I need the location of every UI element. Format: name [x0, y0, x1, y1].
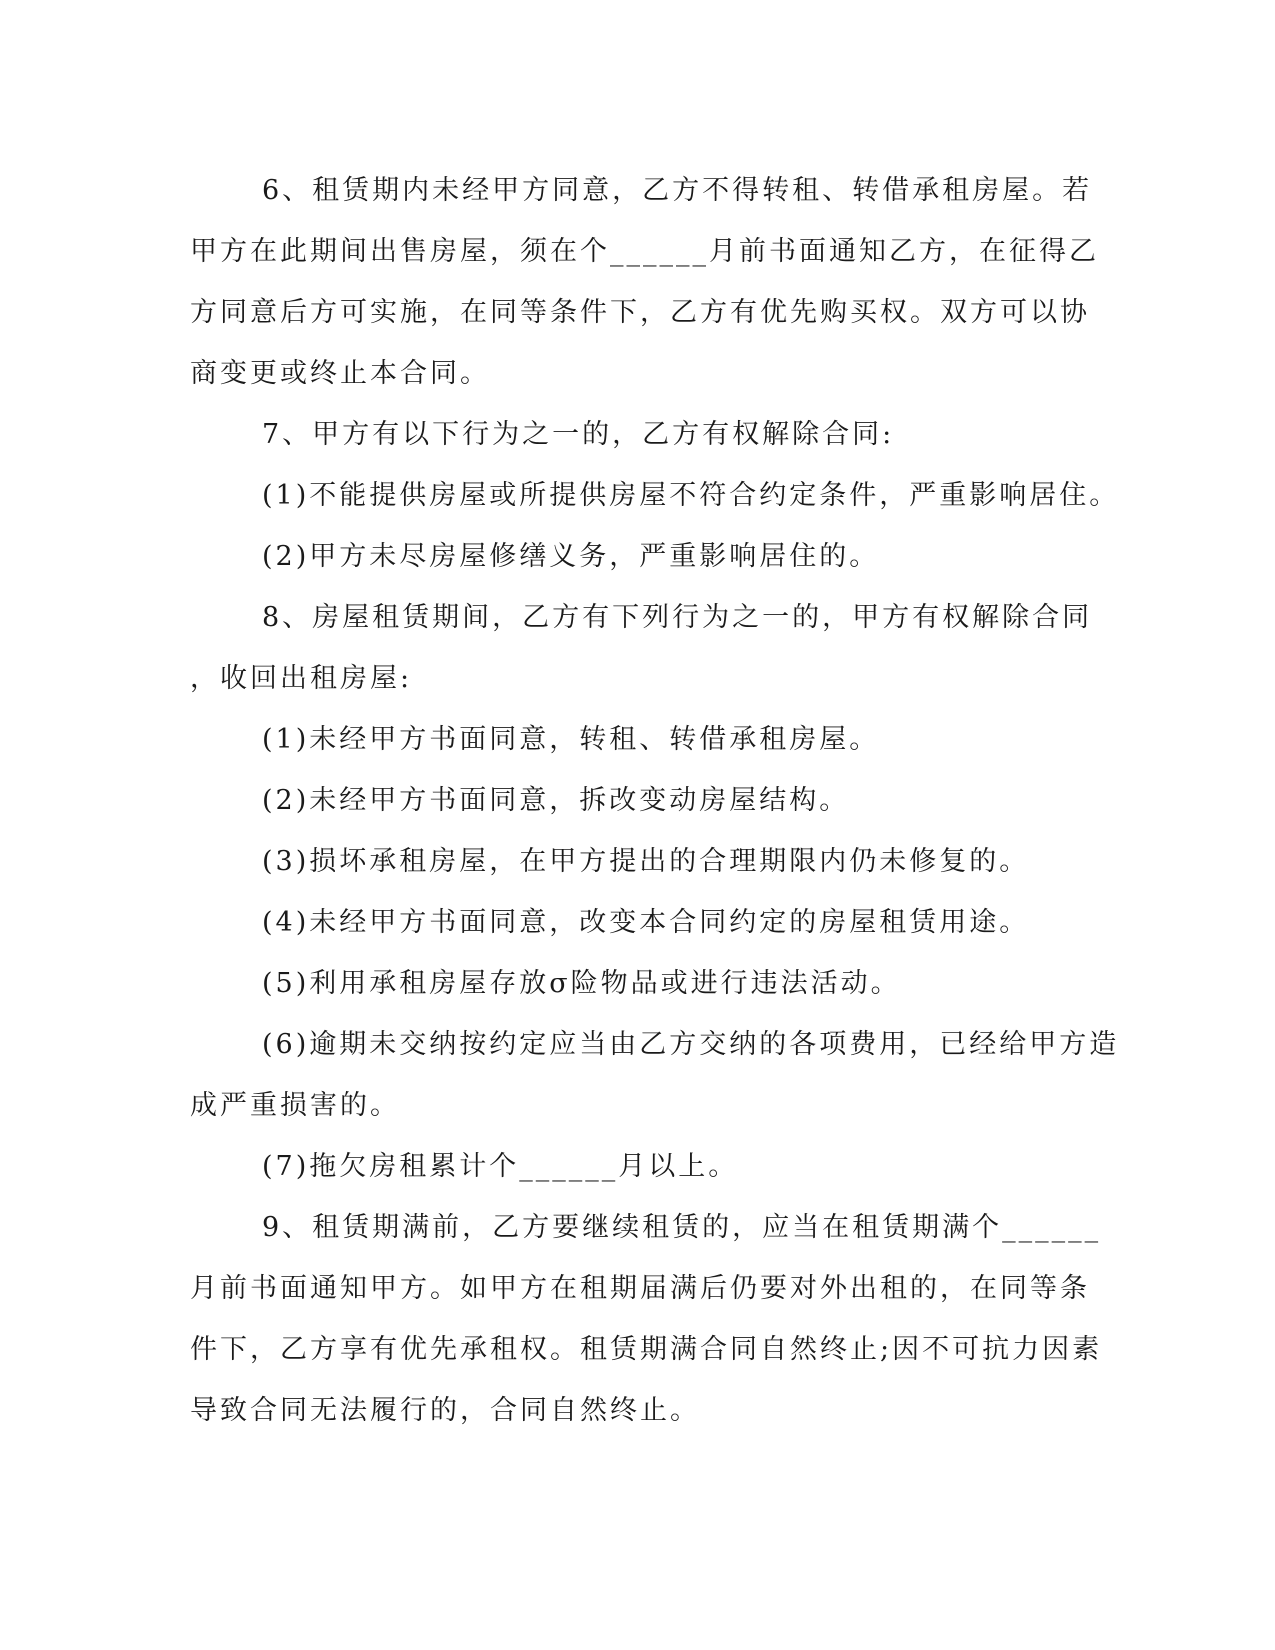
text-line-19: 月前书面通知甲方。如甲方在租期届满后仍要对外出租的，在同等条 [190, 1273, 1090, 1304]
text-line-18: 9、租赁期满前，乙方要继续租赁的，应当在租赁期满个______ [262, 1212, 1102, 1243]
text-line-5: 7、甲方有以下行为之一的，乙方有权解除合同: [262, 419, 895, 450]
text-line-15: (6)逾期未交纳按约定应当由乙方交纳的各项费用，已经给甲方造 [262, 1029, 1120, 1060]
text-line-6: (1)不能提供房屋或所提供房屋不符合约定条件，严重影响居住。 [262, 480, 1120, 511]
text-line-12: (3)损坏承租房屋，在甲方提出的合理期限内仍未修复的。 [262, 846, 1030, 877]
text-line-20: 件下，乙方享有优先承租权。租赁期满合同自然终止;因不可抗力因素 [190, 1334, 1103, 1365]
text-line-2: 甲方在此期间出售房屋，须在个______月前书面通知乙方，在征得乙 [190, 236, 1099, 267]
text-line-3: 方同意后方可实施，在同等条件下，乙方有优先购买权。双方可以协 [190, 297, 1090, 328]
text-line-16: 成严重损害的。 [190, 1090, 400, 1121]
text-line-4: 商变更或终止本合同。 [190, 358, 490, 389]
text-line-7: (2)甲方未尽房屋修缮义务，严重影响居住的。 [262, 541, 880, 572]
text-line-13: (4)未经甲方书面同意，改变本合同约定的房屋租赁用途。 [262, 907, 1030, 938]
text-line-10: (1)未经甲方书面同意，转租、转借承租房屋。 [262, 724, 880, 755]
text-line-1: 6、租赁期内未经甲方同意，乙方不得转租、转借承租房屋。若 [262, 175, 1093, 206]
text-line-9: ，收回出租房屋: [190, 663, 413, 694]
text-line-17: (7)拖欠房租累计个______月以上。 [262, 1151, 739, 1182]
document-body [190, 160, 1120, 1441]
text-line-11: (2)未经甲方书面同意，拆改变动房屋结构。 [262, 785, 850, 816]
text-line-14: (5)利用承租房屋存放σ险物品或进行违法活动。 [262, 968, 901, 999]
text-line-8: 8、房屋租赁期间，乙方有下列行为之一的，甲方有权解除合同 [262, 602, 1093, 633]
text-line-21: 导致合同无法履行的，合同自然终止。 [190, 1395, 700, 1426]
